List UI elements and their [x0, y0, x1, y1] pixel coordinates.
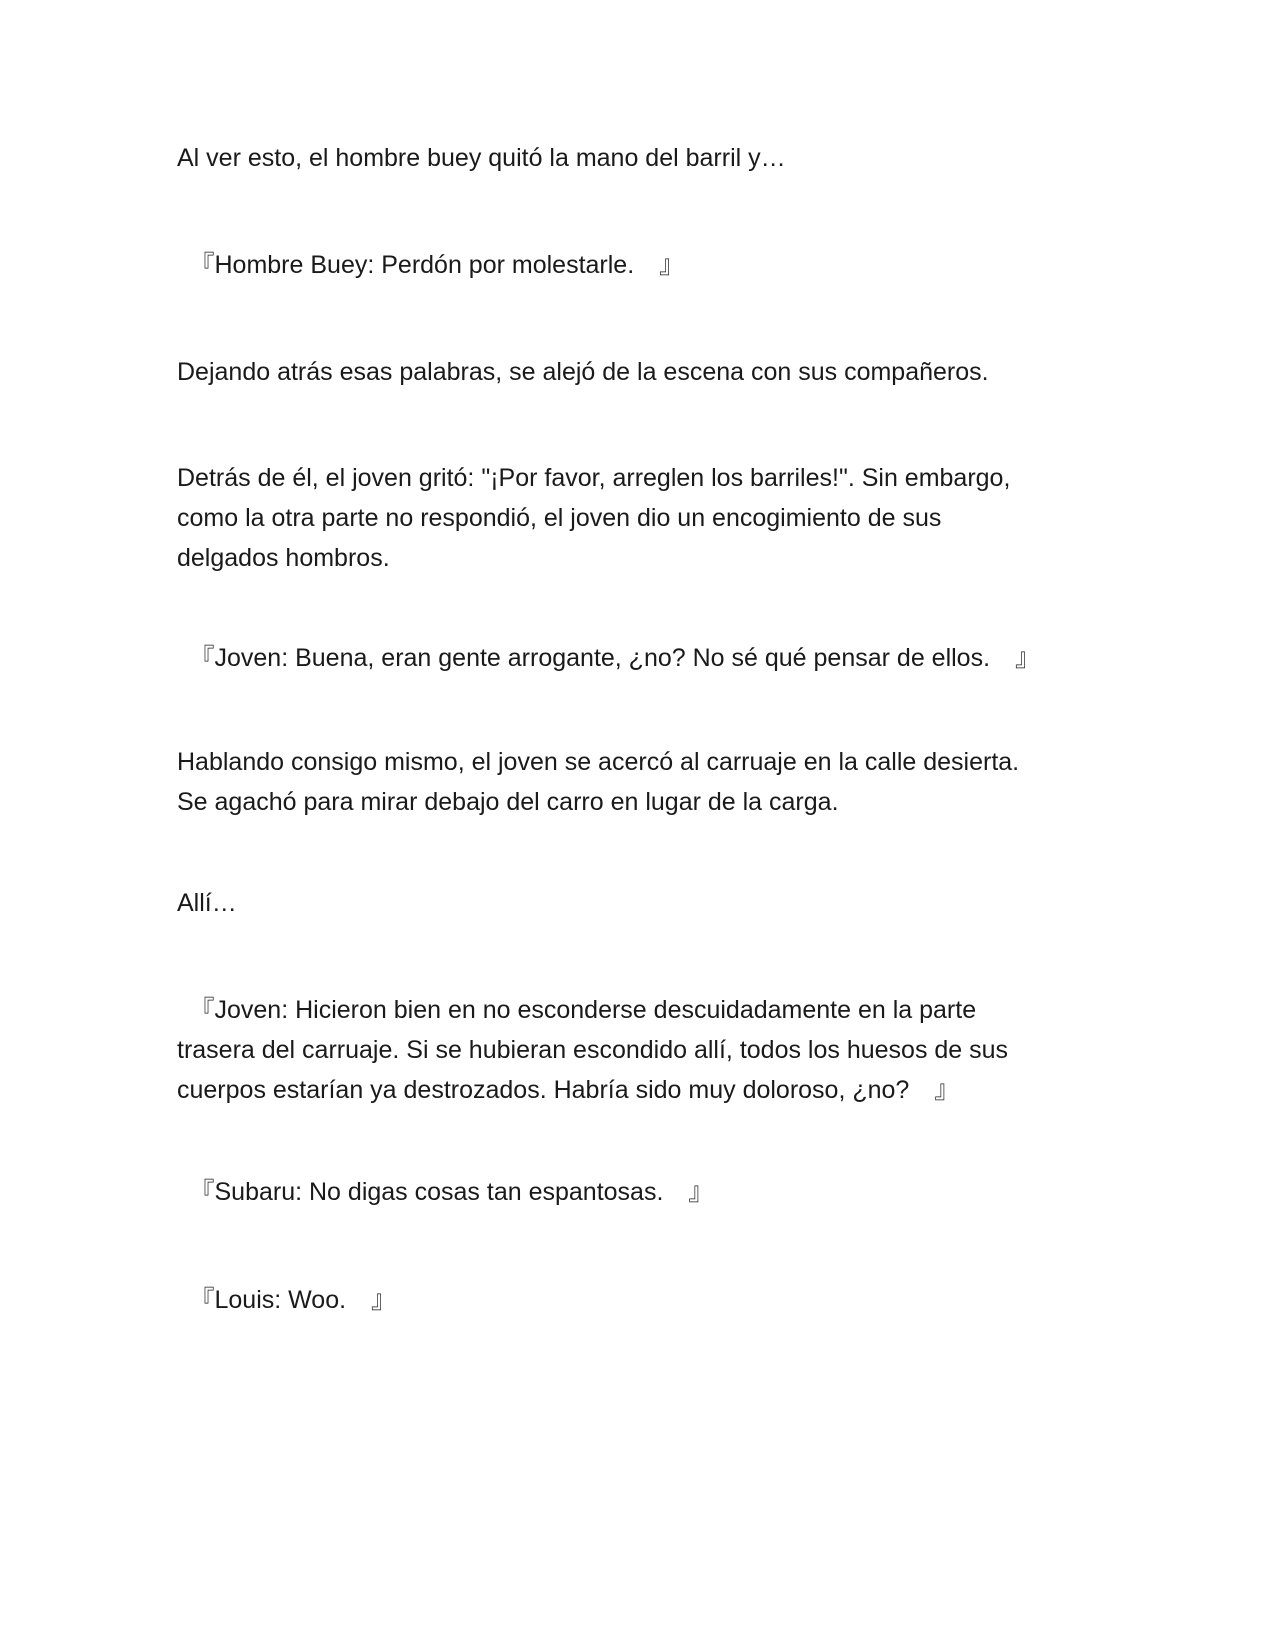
paragraph-narration-4: [177, 742, 1097, 822]
text-line: 『Louis: Woo. 』: [177, 1286, 397, 1314]
paragraph-dialogue-louis: [177, 1280, 1097, 1320]
paragraph-dialogue-subaru: [177, 1172, 1097, 1212]
paragraph-dialogue-hombre-buey: [177, 245, 1097, 285]
paragraph-dialogue-joven-1: [177, 638, 1097, 678]
text-line: Dejando atrás esas palabras, se alejó de la escena con sus compañeros.: [177, 358, 989, 386]
text-line: como la otra parte no respondió, el joven dio un encogimiento de sus: [177, 504, 942, 532]
text-line: Detrás de él, el joven gritó: "¡Por favor, arreglen los barriles!". Sin embargo,: [177, 464, 1011, 492]
paragraph-narration-1: [177, 138, 1097, 178]
text-line: cuerpos estarían ya destrozados. Habría sido muy doloroso, ¿no? 』: [177, 1076, 960, 1104]
text-line: 『Joven: Buena, eran gente arrogante, ¿no? No sé qué pensar de ellos. 』: [177, 644, 1041, 672]
text-line: Hablando consigo mismo, el joven se acercó al carruaje en la calle desierta.: [177, 748, 1020, 776]
text-line: 『Hombre Buey: Perdón por molestarle. 』: [177, 251, 685, 279]
paragraph-dialogue-joven-2: [177, 990, 1097, 1110]
paragraph-narration-3: [177, 458, 1097, 578]
text-line: Al ver esto, el hombre buey quitó la mano del barril y…: [177, 144, 786, 172]
text-line: 『Joven: Hicieron bien en no esconderse descuidadamente en la parte: [177, 996, 977, 1024]
paragraph-narration-5: [177, 883, 1097, 923]
text-line: trasera del carruaje. Si se hubieran escondido allí, todos los huesos de sus: [177, 1036, 1009, 1064]
text-line: delgados hombros.: [177, 544, 390, 572]
text-line: 『Subaru: No digas cosas tan espantosas. 』: [177, 1178, 714, 1206]
paragraph-narration-2: [177, 352, 1097, 392]
text-line: Se agachó para mirar debajo del carro en lugar de la carga.: [177, 788, 839, 816]
text-line: Allí…: [177, 889, 237, 917]
